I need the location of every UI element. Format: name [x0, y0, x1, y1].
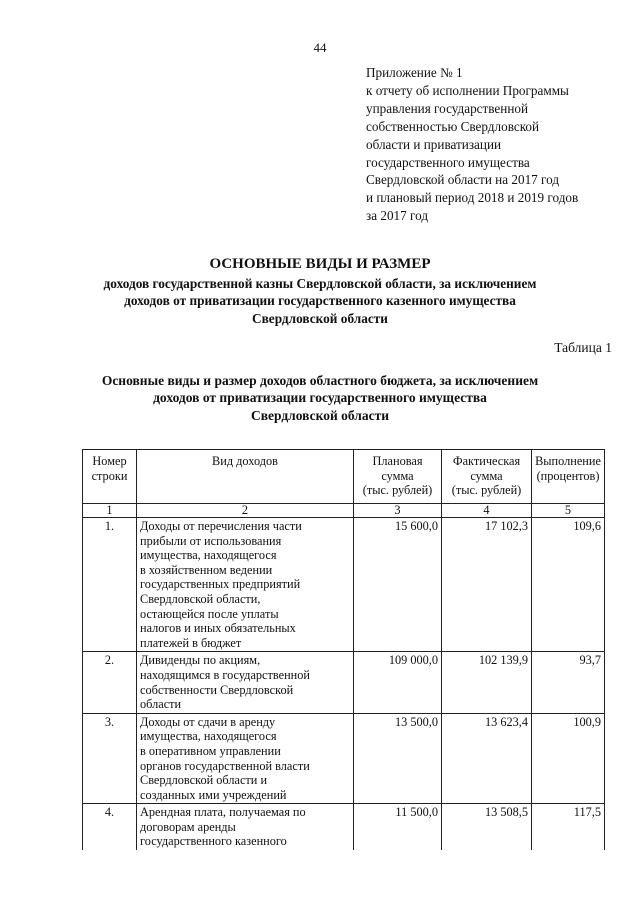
- table-title: [60, 372, 580, 424]
- appendix-line: области и приватизации: [366, 136, 502, 152]
- table-row: [83, 518, 605, 652]
- row-number: 2.: [83, 652, 137, 713]
- document-subtitle: [60, 275, 580, 327]
- appendix-line: к отчету об исполнении Программы: [366, 82, 569, 98]
- column-number: 1: [83, 504, 137, 518]
- planned-amount-cell: 11 500,0: [354, 804, 442, 850]
- appendix-line: государственного имущества: [366, 154, 530, 170]
- table-title-line: Основные виды и размер доходов областного бюджета, за исключением: [101, 373, 539, 388]
- appendix-line: и плановый период 2018 и 2019 годов: [366, 190, 579, 206]
- subtitle-line: доходов государственной казны Свердловской области, за исключением: [103, 276, 537, 291]
- appendix-note: [366, 64, 628, 225]
- actual-amount-cell: 102 139,9: [442, 652, 532, 713]
- appendix-line: Свердловской области на 2017 год: [366, 172, 560, 188]
- column-number: 5: [532, 504, 605, 518]
- actual-amount-cell: 17 102,3: [442, 518, 532, 652]
- table-label: Таблица 1: [554, 340, 612, 355]
- column-number: 4: [442, 504, 532, 518]
- row-number: 3.: [83, 713, 137, 804]
- table-row: [83, 713, 605, 804]
- actual-amount-cell: 13 623,4: [442, 713, 532, 804]
- completion-percent-cell: 100,9: [532, 713, 605, 804]
- table-title-line: доходов от приватизации государственного имущества: [153, 390, 487, 406]
- header-planned-amount: Плановая сумма (тыс. рублей): [354, 450, 442, 504]
- page-number: 44: [313, 40, 327, 55]
- income-type-cell: Арендная плата, получаемая по договорам аренды государственного казенного: [137, 804, 354, 850]
- actual-amount-cell: 13 508,5: [442, 804, 532, 850]
- income-type-cell: Дивиденды по акциям, находящимся в государственной собственности Свердловской области: [137, 652, 354, 713]
- header-income-type: Вид доходов: [137, 450, 354, 504]
- income-type-cell: Доходы от сдачи в аренду имущества, находящегося в оперативном управлении органов государственной власти Свердловской области и созданных ими учреждений: [137, 713, 354, 804]
- completion-percent-cell: 117,5: [532, 804, 605, 850]
- completion-percent-cell: 93,7: [532, 652, 605, 713]
- subtitle-line: доходов от приватизации государственного казенного имущества: [124, 293, 516, 309]
- table-row: [83, 804, 605, 850]
- row-number: 4.: [83, 804, 137, 850]
- planned-amount-cell: 109 000,0: [354, 652, 442, 713]
- appendix-line: собственностью Свердловской: [366, 118, 540, 134]
- table-title-line: Свердловской области: [250, 407, 390, 423]
- column-number: 3: [354, 504, 442, 518]
- header-actual-amount: Фактическая сумма (тыс. рублей): [442, 450, 532, 504]
- income-type-cell: Доходы от перечисления части прибыли от использования имущества, находящегося в хозяйственном ведении государственных предприятий Свердловской области, остающейся после уплаты налогов и иных обязательных платежей в бюджет: [137, 518, 354, 652]
- income-table: [82, 449, 605, 850]
- column-number-row: [83, 504, 605, 518]
- row-number: 1.: [83, 518, 137, 652]
- table-row: [83, 652, 605, 713]
- appendix-line: Приложение № 1: [366, 65, 463, 80]
- table-header-row: [83, 450, 605, 504]
- subtitle-line: Свердловской области: [252, 310, 388, 326]
- header-row-number: Номер строки: [83, 450, 137, 504]
- appendix-line: управления государственной: [366, 100, 529, 116]
- completion-percent-cell: 109,6: [532, 518, 605, 652]
- planned-amount-cell: 13 500,0: [354, 713, 442, 804]
- header-completion-percent: Выполнение (процентов): [532, 450, 605, 504]
- appendix-line: за 2017 год: [366, 208, 429, 224]
- document-title: ОСНОВНЫЕ ВИДЫ И РАЗМЕР: [209, 256, 431, 272]
- planned-amount-cell: 15 600,0: [354, 518, 442, 652]
- column-number: 2: [137, 504, 354, 518]
